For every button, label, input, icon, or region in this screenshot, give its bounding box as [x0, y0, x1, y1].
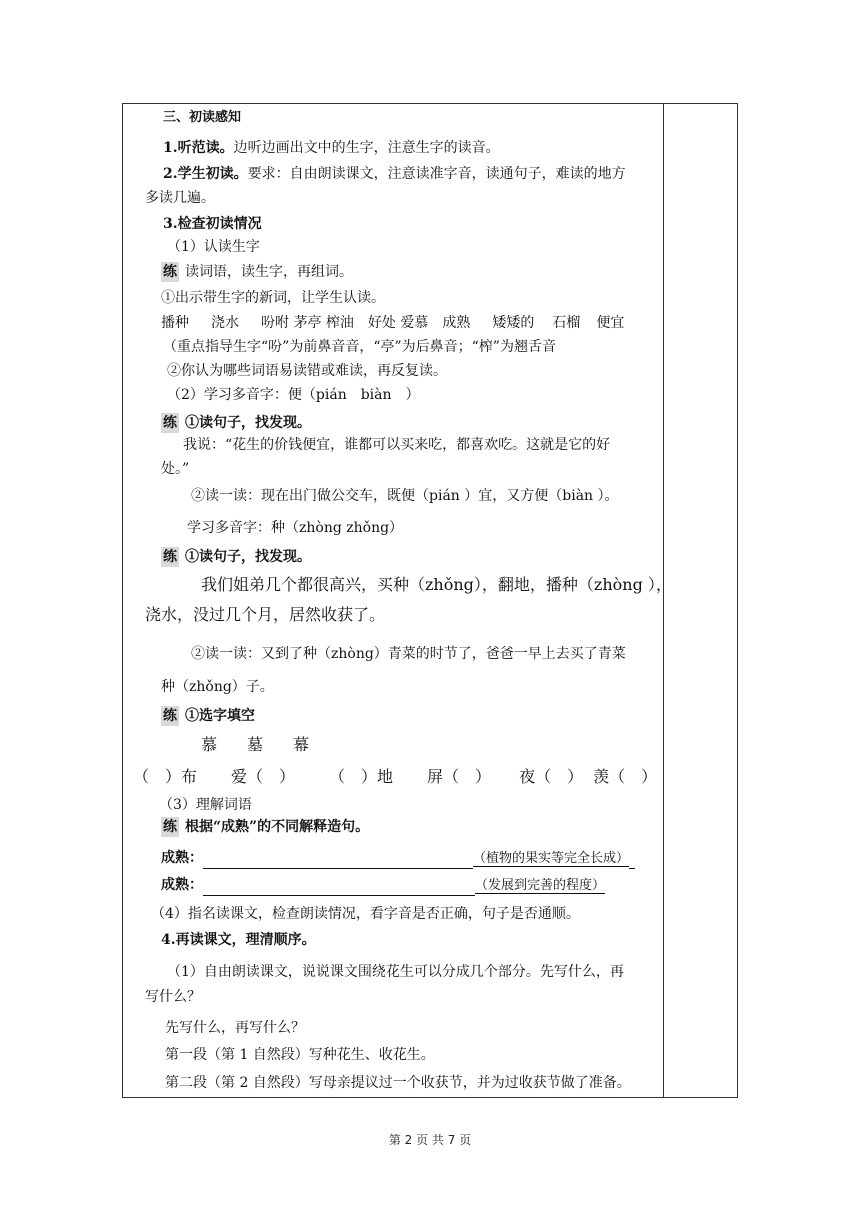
- practice-badge: 练: [163, 264, 177, 280]
- chengshu1-label: 成熟：: [161, 850, 203, 866]
- choice-item: 墓: [247, 735, 264, 754]
- exercise5-text: 根据“成熟”的不同解释造句。: [185, 819, 370, 835]
- exercise3-read-line1: ②读一读：又到了种（zhòng）青菜的时节了，爸爸一早上去买了青菜: [191, 646, 626, 662]
- paragraph1-summary: 第一段（第 1 自然段）写种花生、收花生。: [165, 1047, 435, 1063]
- sub2-label: （2）学习多音字：便（pián biàn ）: [167, 387, 420, 403]
- step2-text-line2: 多读几遍。: [145, 190, 215, 206]
- word-item: 茅亭: [293, 315, 322, 331]
- step2: [163, 164, 626, 184]
- practice-badge: 练: [163, 415, 177, 431]
- exercise2-read: ②读一读：现在出门做公交车，既便（pián ）宜，又方便（biàn ）。: [191, 488, 619, 504]
- step1: [163, 138, 500, 158]
- word-item: 成熟: [442, 315, 471, 331]
- lesson-content-cell: [123, 104, 672, 1097]
- answer-blank[interactable]: [203, 854, 473, 869]
- exercise1-b: ②你认为哪些词语易读错或难读，再反复读。: [167, 363, 447, 379]
- word-item: 播种: [161, 315, 189, 331]
- blank-item: （ ）布: [133, 767, 198, 786]
- exercise2-quote-line1: 我说：“花生的价钱便宜，谁都可以买来吃，都喜欢吃。这就是它的好: [183, 437, 611, 453]
- blank-item: （ ）地: [329, 767, 394, 786]
- exercise3-sentence-line1: 我们姐弟几个都很高兴，买种（zhǒng），翻地，播种（zhòng ），: [201, 575, 672, 594]
- chengshu-line2: [161, 875, 605, 896]
- sub3-label: （3）理解词语: [159, 797, 252, 813]
- choice-list: [201, 734, 309, 756]
- step1-title: 1.听范读。: [163, 140, 234, 156]
- exercise3-sentence-line2: 浇水，没过几个月，居然收获了。: [145, 605, 386, 624]
- exercise2: [161, 413, 311, 433]
- exercise5: [161, 817, 369, 837]
- exercise2-quote-line2: 处。”: [161, 461, 190, 477]
- blank-item: 羡（ ）: [593, 767, 658, 786]
- blank-item: 屏（ ）: [427, 767, 492, 786]
- step4-question: 先写什么，再写什么？: [165, 1020, 305, 1036]
- paragraph2-summary: 第二段（第 2 自然段）写母亲提议过一个收获节，并为过收获节做了准备。: [165, 1075, 631, 1091]
- word-item: 爱慕: [400, 315, 429, 331]
- exercise1-text: 读词语，读生字，再组词。: [185, 264, 353, 280]
- blank-list: [133, 766, 657, 788]
- choice-item: 慕: [201, 735, 218, 754]
- section-heading: 三、初读感知: [163, 110, 242, 125]
- exercise1: [161, 262, 353, 282]
- chengshu2-label: 成熟：: [161, 877, 203, 893]
- exercise3: [161, 547, 311, 567]
- practice-badge: 练: [163, 708, 177, 724]
- word-item: 矮矮的: [492, 315, 535, 331]
- exercise2-text: ①读句子，找发现。: [185, 415, 311, 431]
- chengshu-line1: [161, 848, 635, 869]
- word-list: [161, 313, 624, 333]
- lesson-table: [122, 103, 738, 1098]
- word-item: 便宜: [596, 315, 625, 331]
- step2-text-line1: 要求：自由朗读课文，注意读准字音，读通句子，难读的地方: [247, 166, 626, 182]
- step4-1-line1: （1）自由朗读课文，说说课文围绕花生可以分成几个部分。先写什么，再: [167, 964, 624, 980]
- step2-title: 2.学生初读。: [163, 166, 248, 182]
- answer-blank[interactable]: [203, 881, 475, 896]
- chengshu2-note: （发展到完善的程度）: [475, 878, 606, 893]
- exercise3-text: ①读句子，找发现。: [185, 549, 311, 565]
- exercise1-note: （重点指导生字“吩”为前鼻音音，“亭”为后鼻音；“榨”为翘舌音: [163, 339, 556, 355]
- word-item: 吩咐: [261, 315, 289, 331]
- exercise4-text: ①选字填空: [185, 708, 255, 724]
- sub2b-label: 学习多音字：种（zhòng zhǒng）: [187, 520, 404, 536]
- step4-1-line2: 写什么？: [145, 989, 201, 1005]
- sub4-label: （4）指名读课文，检查朗读情况，看字音是否正确，句子是否通顺。: [151, 906, 580, 922]
- blank-item: 爱（ ）: [231, 767, 296, 786]
- word-item: 好处: [367, 315, 396, 331]
- exercise4: [161, 706, 255, 726]
- word-item: 浇水: [211, 315, 239, 331]
- exercise1-a: ①出示带生字的新词，让学生认读。: [161, 290, 385, 306]
- choice-item: 幕: [293, 735, 310, 754]
- step1-text: 边听边画出文中的生字，注意生字的读音。: [233, 140, 500, 156]
- page-footer: 第 2 页 共 7 页: [388, 1133, 472, 1147]
- step3-title: 3.检查初读情况: [163, 216, 262, 232]
- word-item: 榨油: [325, 315, 354, 331]
- sub1-label: （1）认读生字: [167, 239, 260, 255]
- practice-badge: 练: [163, 549, 177, 565]
- word-item: 石榴: [552, 315, 581, 331]
- step4-title: 4.再读课文，理清顺序。: [161, 932, 316, 948]
- blank-item: 夜（ ）: [519, 767, 584, 786]
- exercise3-read-line2: 种（zhǒng）子。: [161, 679, 274, 695]
- practice-badge: 练: [163, 819, 177, 835]
- column-divider: [663, 104, 664, 1097]
- chengshu1-note: （植物的果实等完全长成）: [473, 851, 630, 866]
